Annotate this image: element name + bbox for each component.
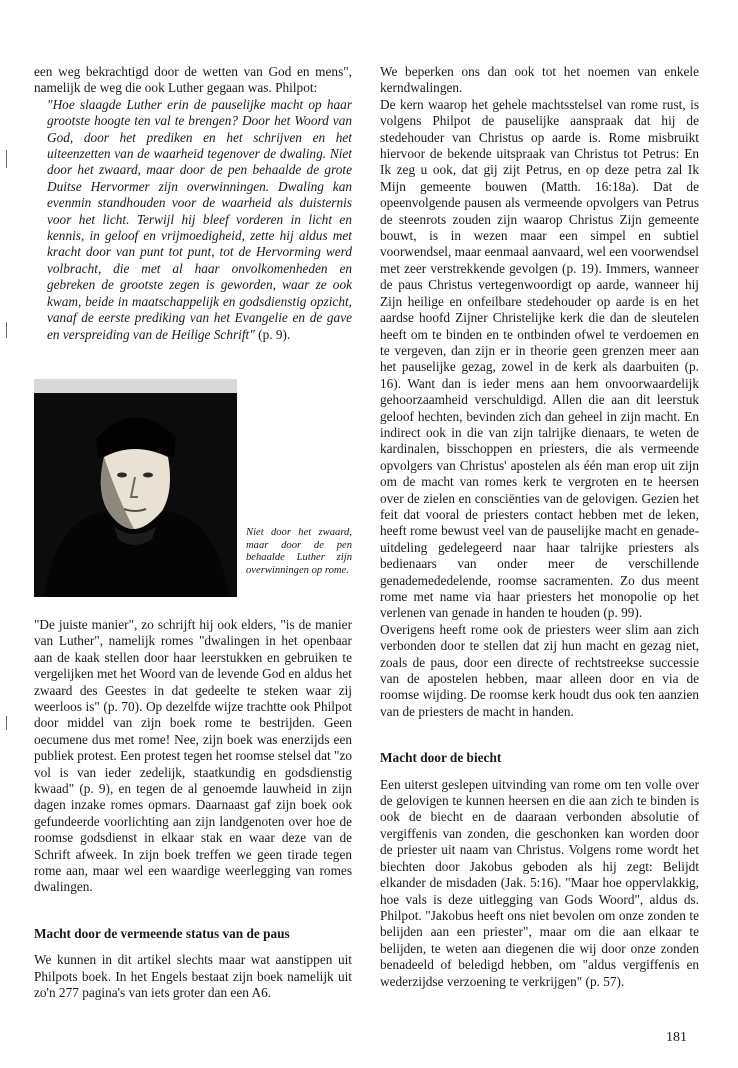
luther-figure [34, 379, 352, 607]
paragraph-philpots-boek: We kunnen in dit artikel slechts maar wat aanstippen uit Philpots boek. In het Engels bestaat zijn boek namelijk uit zo'n 277 pagina's van iets groter dan een A6. [34, 952, 352, 1001]
paragraph-intro: een weg bekrachtigd door de wetten van God en mens", namelijk de weg die ook Luther gegaan was. Philpot: [34, 64, 352, 96]
luther-quote [34, 97, 352, 343]
right-column [380, 64, 699, 990]
margin-mark [6, 150, 7, 168]
paragraph-kern: De kern waarop het gehele machtsstelsel van rome rust, is volgens Philpot de pauselijke aanspraak dat hij de stedehouder van Christus op aarde is. Rome misbruikt hiervoor de bekende uitspraak van Christus tot Petrus: En Ik zeg u ook, dat gij zijt Petrus, en op deze petra zal Ik Mijn gemeente bouwen (Matth. 16:18a). Dat de opeenvolgende pausen als vermeende opvolgers van Petrus de steenrots zouden zijn waarop Christus Zijn gemeente bouwt, is in wezen maar een simpel en subtiel voorwendsel, maar eenmaal aanvaard, wel een voorwendsel met zeer verstrekkende gevolgen (p. 19). Immers, wanneer de paus Christus vertegenwoordigt op aarde, wanneer hij Zijn heilige en onfeilbare stedehouder op aarde is en het aardse hoofd Zijner Christelijke kerk die dan de sleutelen heeft om te binden en te ontbinden ofwel te verdoemen en te vergeven, dan zijn er in theorie geen grenzen meer aan het pauselijke gezag, zowel in de kerk als daarbuiten (p. 16). Want dan is ieder mens aan hem onvoorwaardelijk gehoorzaamheid verschuldigd. Allen die aan dit leerstuk geloof hechten, bevinden zich dan geheel in zijn macht. En indirect ook in die van zijn talrijke dienaars, te weten de kardinalen, bisschoppen en priesters, die als vermeende opvolgers van Christus' apostelen als één man erop uit zijn om de macht van romes kerk te vergroten en te heersen over de zielen en consciënties van de gelovigen. Gezien het feit dat vooral de priesters contact hebben met de leken, heeft rome bewust veel van de pauselijke macht en genade-uitdeling gedelegeerd naar haar talrijke priesters als bedienaars van onder meer de verschillende genademededelende, roomse sacramenten. Zo dus meent rome met name via haar priesters het monopolie op het verlenen van genade in handen te houden (p. 99). [380, 96, 699, 621]
margin-mark [6, 716, 7, 730]
quote-text: "Hoe slaagde Luther erin de pauselijke macht op haar grootste hoogte ten val te brengen? Door het Woord van God, door het prediken en het schrijven en het uiteenzetten van de waarheid tegenover de dwaling. Niet door het zwaard, maar door de pen behaalde de grote Duitse Hervormer zijn overwinningen. Dwaling kan evenmin standhouden voor de waarheid als duisternis voor het licht. Terwijl hij bleef vorderen in licht en kennis, in geloof en vrijmoedigheid, zette hij aldus met kracht door van punt tot punt, tot de Hervorming werd volbracht, die met al haar onvolkomenheden en gebreken de grootste zegen is geworden, waar ze ook kwam, beide in maatschappelijk en godsdienstig opzicht, vanaf de eerste prediking van het Evangelie en de gave en verspreiding van de Heilige Schrift" [47, 96, 352, 342]
paragraph-biecht: Een uiterst geslepen uitvinding van rome om ten volle over de gelovigen te kunnen heersen en die aan zich te binden is ook de biecht en de daaraan verbonden absolutie of vergiffenis van zonden, die geschonken kan worden door de priester uit naam van Christus. Volgens rome wordt het biechten door Jakobus geboden als hij zegt: Belijdt elkander de misdaden (Jak. 5:16). "Maar hoe oppervlakkig, hoe vals is deze uitlegging van Gods Woord", aldus ds. Philpot. "Jakobus heeft ons niet bevolen om onze zonden te belijden aan een priester", maar om die aan elkaar te belijden, te weten aan diegenen die wij door onze zonden benadeeld of beledigd hebben, om "aldus vergiffenis en wederzijdse verzoening te verkrijgen" (p. 57). [380, 776, 699, 989]
luther-portrait-image [34, 379, 237, 597]
heading-biecht: Macht door de biecht [380, 750, 502, 766]
paragraph-beperken: We beperken ons dan ook tot het noemen van enkele kerndwalingen. [380, 64, 699, 96]
page-number: 181 [666, 1030, 687, 1045]
heading-status-paus: Macht door de vermeende status van de paus [34, 925, 290, 941]
quote-reference: (p. 9). [254, 326, 291, 342]
left-column [34, 64, 352, 1001]
paragraph-overigens: Overigens heeft rome ook de priesters weer slim aan zich verbonden door te stellen dat zij hun macht en gezag niet, zoals de paus, door een directe of rechtstreekse successie van de apostelen hebben, maar alleen door en via de roomse wijding. De roomse kerk houdt dus ook ten aanzien van de priesters de macht in handen. [380, 621, 699, 719]
paragraph-juiste-manier: "De juiste manier", zo schrijft hij ook elders, "is de manier van Luther", namelijk romes "dwalingen in het openbaar aan de kaak stellen door haar leerstukken en gebruiken te vergelijken met het Woord van de levende God en aldus het zwaard des Geestes in dat gedeelte te steken waar zij weerloos is" (p. 70). Op dezelfde wijze trachtte ook Philpot door middel van zijn boek rome te bestrijden. Geen oecumene dus met rome! Nee, zijn boek was enerzijds een publiek protest. Een protest tegen het roomse stelsel dat "zo vol is van ieder zedelijk, staatkundig en godsdienstig kwaad" (p. 9), en tegen de al genoemde lauwheid in zijn dagen inzake romes opmars. Daarnaast gaf zijn boek ook gefundeerde voorlichting aan zijn landgenoten over hoe de roomse godsdienst in elkaar stak en waar deze van de Schrift afweek. In zijn boek treffen we geen tirade tegen rome aan, maar wel een waardige weerlegging van romes dwalingen. [34, 616, 352, 895]
margin-mark [6, 322, 7, 338]
figure-caption: Niet door het zwaard, maar door de pen behaalde Luther zijn overwinningen op rome. [246, 526, 352, 576]
luther-portrait [34, 379, 237, 597]
